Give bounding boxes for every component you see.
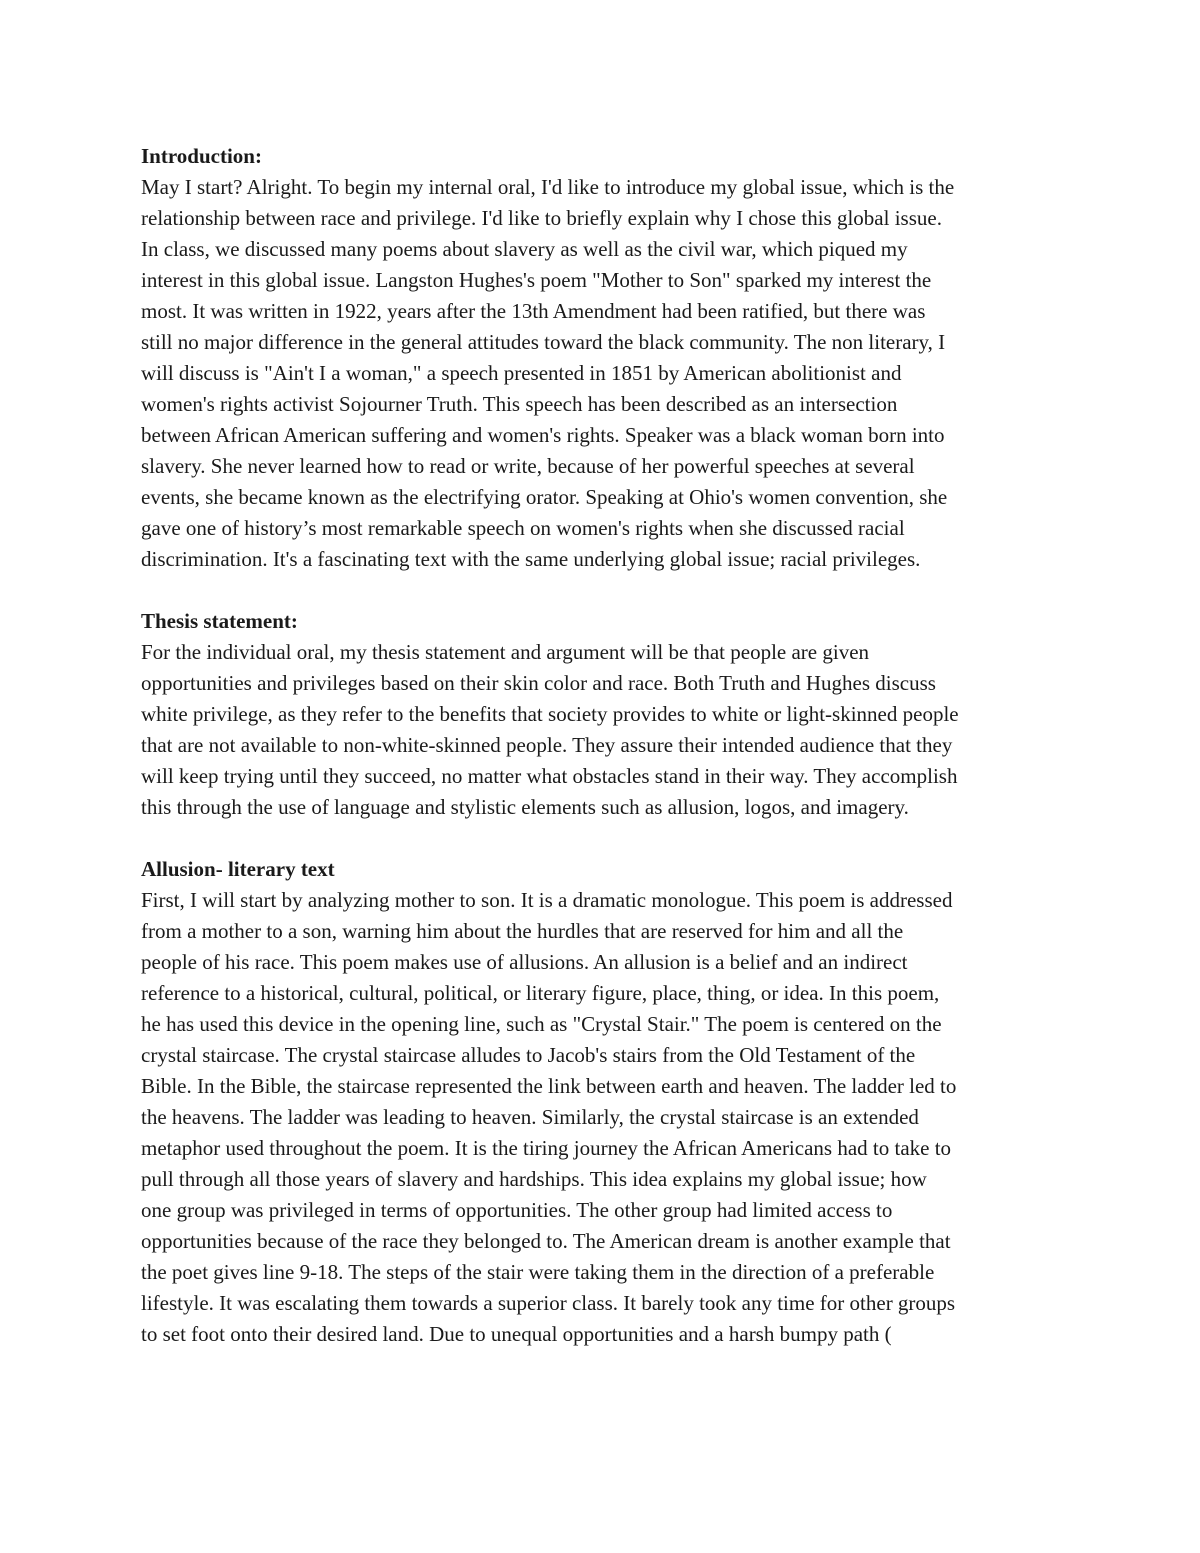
paragraph-line: In class, we discussed many poems about slavery as well as the civil war, which piqued my (141, 237, 908, 261)
section-allusion-literary-text (141, 854, 1071, 1350)
paragraph-line: slavery. She never learned how to read or write, because of her powerful speeches at several (141, 454, 915, 478)
paragraph-line: reference to a historical, cultural, political, or literary figure, place, thing, or idea. In this poem, (141, 981, 940, 1005)
paragraph-line: For the individual oral, my thesis statement and argument will be that people are given (141, 640, 870, 664)
paragraph-line: between African American suffering and women's rights. Speaker was a black woman born into (141, 423, 945, 447)
paragraph-line: opportunities because of the race they belonged to. The American dream is another example that (141, 1229, 951, 1253)
paragraph-line: lifestyle. It was escalating them towards a superior class. It barely took any time for other groups (141, 1291, 956, 1315)
paragraph-line: people of his race. This poem makes use of allusions. An allusion is a belief and an indirect (141, 950, 908, 974)
paragraph-line: events, she became known as the electrifying orator. Speaking at Ohio's women convention, she (141, 485, 948, 509)
paragraph-line: May I start? Alright. To begin my internal oral, I'd like to introduce my global issue, which is the (141, 175, 955, 199)
section-heading: Allusion- literary text (141, 857, 335, 881)
paragraph-line: this through the use of language and stylistic elements such as allusion, logos, and imagery. (141, 795, 909, 819)
section-heading: Introduction: (141, 144, 262, 168)
paragraph-line: white privilege, as they refer to the benefits that society provides to white or light-skinned people (141, 702, 959, 726)
paragraph-line: First, I will start by analyzing mother to son. It is a dramatic monologue. This poem is addressed (141, 888, 953, 912)
paragraph-line: pull through all those years of slavery and hardships. This idea explains my global issue; how (141, 1167, 927, 1191)
paragraph-line: the poet gives line 9-18. The steps of the stair were taking them in the direction of a preferable (141, 1260, 935, 1284)
paragraph-line: to set foot onto their desired land. Due to unequal opportunities and a harsh bumpy path ( (141, 1322, 892, 1346)
paragraph-line: crystal staircase. The crystal staircase alludes to Jacob's stairs from the Old Testament of the (141, 1043, 916, 1067)
paragraph-line: gave one of history’s most remarkable speech on women's rights when she discussed racial (141, 516, 905, 540)
document-page (141, 141, 1071, 1381)
paragraph-line: still no major difference in the general attitudes toward the black community. The non literary, I (141, 330, 946, 354)
paragraph-line: opportunities and privileges based on their skin color and race. Both Truth and Hughes discuss (141, 671, 936, 695)
paragraph-line: he has used this device in the opening line, such as "Crystal Stair." The poem is centered on the (141, 1012, 942, 1036)
paragraph-line: relationship between race and privilege. I'd like to briefly explain why I chose this global issue. (141, 206, 942, 230)
paragraph-line: metaphor used throughout the poem. It is the tiring journey the African Americans had to take to (141, 1136, 952, 1160)
paragraph-line: from a mother to a son, warning him about the hurdles that are reserved for him and all the (141, 919, 904, 943)
section-introduction (141, 141, 1071, 575)
paragraph-line: will keep trying until they succeed, no matter what obstacles stand in their way. They accomplish (141, 764, 958, 788)
section-thesis-statement (141, 606, 1071, 823)
section-heading: Thesis statement: (141, 609, 298, 633)
paragraph-line: Bible. In the Bible, the staircase represented the link between earth and heaven. The ladder led to (141, 1074, 957, 1098)
paragraph-line: discrimination. It's a fascinating text with the same underlying global issue; racial privileges. (141, 547, 921, 571)
paragraph-line: interest in this global issue. Langston Hughes's poem "Mother to Son" sparked my interest the (141, 268, 932, 292)
paragraph-line: one group was privileged in terms of opportunities. The other group had limited access to (141, 1198, 893, 1222)
paragraph-line: that are not available to non-white-skinned people. They assure their intended audience that they (141, 733, 953, 757)
paragraph-line: will discuss is "Ain't I a woman," a speech presented in 1851 by American abolitionist and (141, 361, 902, 385)
paragraph-line: most. It was written in 1922, years after the 13th Amendment had been ratified, but there was (141, 299, 926, 323)
paragraph-line: women's rights activist Sojourner Truth. This speech has been described as an intersection (141, 392, 898, 416)
paragraph-line: the heavens. The ladder was leading to heaven. Similarly, the crystal staircase is an extended (141, 1105, 919, 1129)
